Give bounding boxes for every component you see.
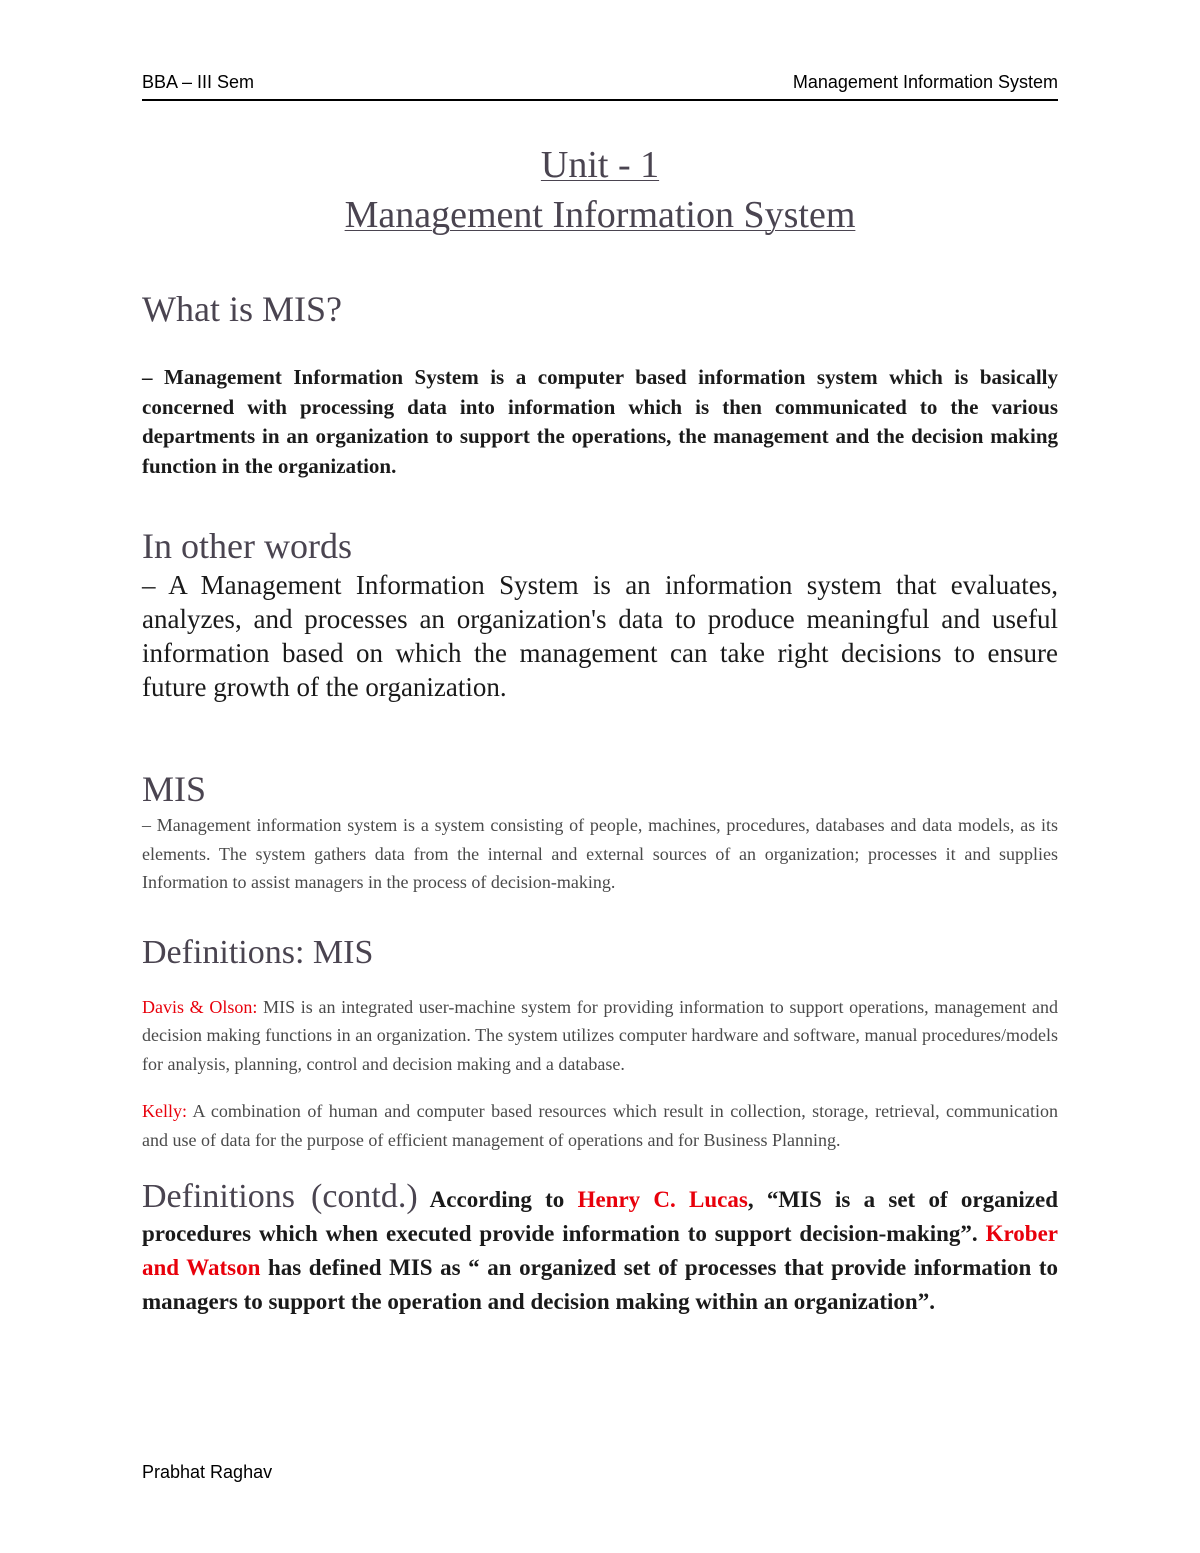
- title-subject: Management Information System: [344, 194, 856, 236]
- contd-text-2: , “MIS is a set of organized procedures which when executed provide information to support decision-making”.: [142, 1187, 1058, 1246]
- heading-what-is-mis: What is MIS?: [142, 289, 342, 329]
- definition-davis-olson: [142, 993, 1058, 1079]
- definitions-contd: [142, 1180, 1058, 1319]
- contd-text-3: has defined MIS as “ an organized set of processes that provide information to managers to support the operation and decision making within an organization”.: [142, 1255, 1058, 1314]
- heading-other-words: In other words: [142, 526, 352, 566]
- page-title: [142, 140, 1058, 240]
- author-davis-olson: Davis & Olson:: [142, 996, 258, 1017]
- definition-kelly: [142, 1097, 1058, 1154]
- header-subject: Management Information System: [792, 72, 1058, 92]
- author-kelly: Kelly:: [142, 1101, 187, 1121]
- author-henry-lucas: Henry C. Lucas: [577, 1187, 748, 1212]
- contd-text-1: According to: [417, 1187, 578, 1212]
- heading-definitions-contd: Definitions (contd.): [142, 1178, 418, 1215]
- heading-mis: MIS: [142, 769, 207, 809]
- para-mis: – Management information system is a system consisting of people, machines, procedures, databases and data models, as its elements. The system gathers data from the internal and external sources of an organization; processes it and supplies Information to assist managers in the process of decision-making.: [142, 815, 1058, 892]
- page-footer-author: Prabhat Raghav: [142, 1462, 273, 1482]
- para-other-words: – A Management Information System is an information system that evaluates, analyzes, and processes an organization's data to produce meaningful and useful information based on which the management can take right decisions to ensure future growth of the organization.: [142, 570, 1058, 702]
- author-krober-watson: Krober and Watson: [142, 1221, 1058, 1280]
- header-course: BBA – III Sem: [142, 72, 255, 92]
- page-header: [142, 72, 1058, 101]
- definition-kelly-text: A combination of human and computer based resources which result in collection, storage, retrieval, communication and use of data for the purpose of efficient management of operations and for Business Planning.: [142, 1101, 1058, 1150]
- title-unit: Unit - 1: [540, 144, 660, 186]
- para-what-is-mis: – Management Information System is a computer based information system which is basically concerned with processing data into information which is then communicated to the various departments in an organization to support the operations, the management and the decision making function in the organization.: [142, 365, 1058, 478]
- heading-definitions: Definitions: MIS: [142, 933, 374, 971]
- document-body: [142, 287, 1058, 1319]
- definition-davis-olson-text: MIS is an integrated user-machine system for providing information to support operations, management and decision making functions in an organization. The system utilizes computer hardware and software, manual procedures/models for analysis, planning, control and decision making and a database.: [142, 996, 1058, 1074]
